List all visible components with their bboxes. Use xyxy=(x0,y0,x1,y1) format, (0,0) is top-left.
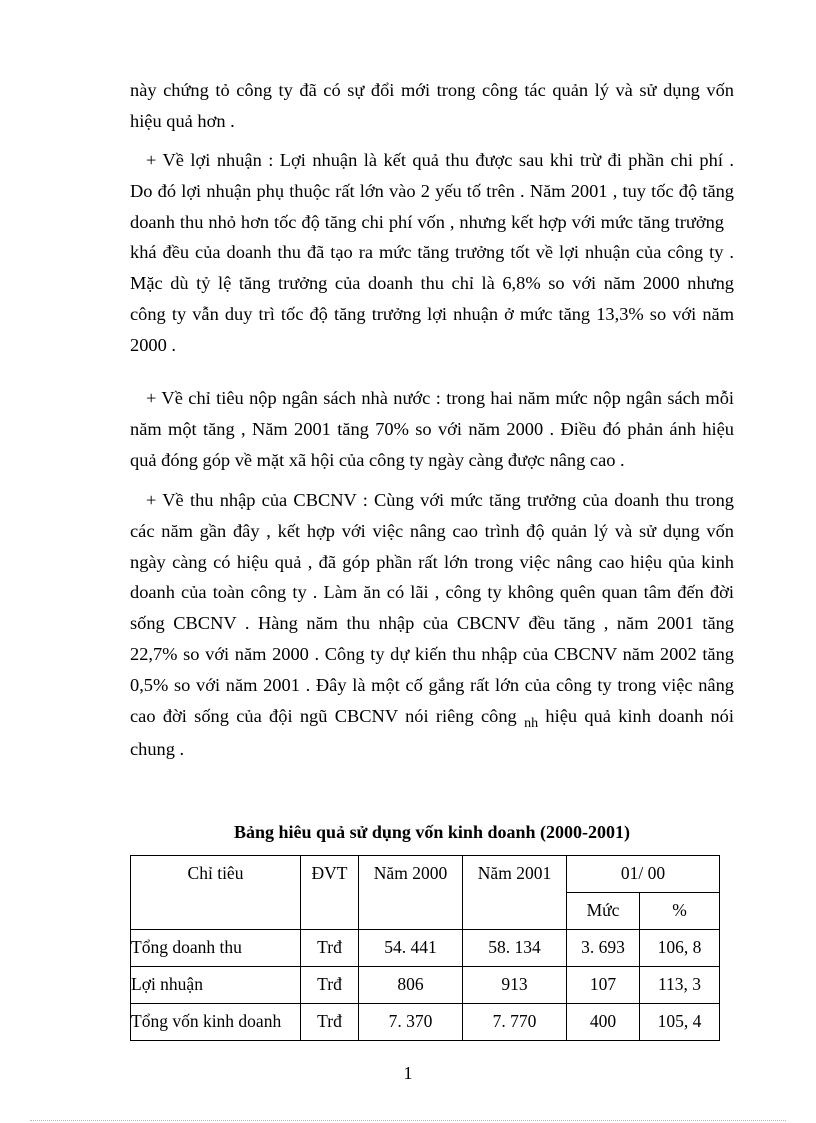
cell-year-2001: 58. 134 xyxy=(463,930,567,967)
cell-unit: Trđ xyxy=(301,930,359,967)
text-line: khá đều của doanh thu đã tạo ra mức tăng trưởng tốt về lợi nhuận của công ty . xyxy=(130,242,734,263)
table-row xyxy=(131,930,720,967)
page-bottom-border xyxy=(30,1120,786,1121)
text-line: các năm gần đây , kết hợp với việc nâng cao trình độ quản lý và sử dụng vốn xyxy=(130,520,734,541)
paragraph-1 xyxy=(130,75,734,137)
text-line: 0,5% so với năm 2001 . Đây là một cố gắng rất lớn của công ty trong việc nâng xyxy=(130,674,734,695)
paragraph-3 xyxy=(130,383,734,475)
cell-year-2000: 806 xyxy=(359,967,463,1004)
cell-percent: 105, 4 xyxy=(640,1004,720,1041)
cell-indicator: Tổng doanh thu xyxy=(131,930,301,967)
header-compare: 01/ 00 xyxy=(567,856,720,893)
table-row xyxy=(131,1004,720,1041)
text-line: này chứng tỏ công ty đã có sự đổi mới trong công tác quản lý và sử dụng vốn xyxy=(130,80,734,100)
table-row xyxy=(131,967,720,1004)
cell-indicator: Tổng vốn kinh doanh xyxy=(131,1004,301,1041)
text-line: năm một tăng , Năm 2001 tăng 70% so với năm 2000 . Điều đó phản ánh hiệu xyxy=(130,418,734,439)
paragraph-4 xyxy=(130,485,734,765)
cell-year-2001: 7. 770 xyxy=(463,1004,567,1041)
text-line: + Về lợi nhuận : Lợi nhuận là kết quả thu được sau khi trừ đi phần chi phí . xyxy=(146,150,734,170)
cell-unit: Trđ xyxy=(301,1004,359,1041)
text-line: doanh của toàn công ty . Làm ăn có lãi , công ty không quên quan tâm đến đời xyxy=(130,582,734,603)
text-line: + Về chỉ tiêu nộp ngân sách nhà nước : trong hai năm mức nộp ngân sách mỗi xyxy=(146,388,734,408)
text-line: hiệu quả hơn . xyxy=(130,110,235,131)
cell-level: 400 xyxy=(567,1004,640,1041)
efficiency-table xyxy=(130,855,720,1041)
text-line: quả đóng góp về mặt xã hội của công ty ngày càng được nâng cao . xyxy=(130,449,625,470)
text-line: ngày càng có hiệu quả , đã góp phần rất lớn trong việc nâng cao hiệu qủa kinh xyxy=(130,551,734,572)
header-percent: % xyxy=(640,893,720,930)
text-line: sống CBCNV . Hàng năm thu nhập của CBCNV đều tăng , năm 2001 tăng xyxy=(130,613,734,634)
text-line: 22,7% so với năm 2000 . Công ty dự kiến thu nhập của CBCNV năm 2002 tăng xyxy=(130,643,734,664)
header-indicator: Chỉ tiêu xyxy=(131,856,301,930)
text-line xyxy=(130,701,734,735)
header-level: Mức xyxy=(567,893,640,930)
header-unit: ĐVT xyxy=(301,856,359,930)
cell-year-2001: 913 xyxy=(463,967,567,1004)
text-line: Do đó lợi nhuận phụ thuộc rất lớn vào 2 yếu tố trên . Năm 2001 , tuy tốc độ tăng xyxy=(130,180,734,201)
table-caption: Bảng hiêu quả sử dụng vốn kinh doanh (2000-2001) xyxy=(234,822,630,842)
table-header-row xyxy=(131,856,720,893)
text-fragment: hiệu quả kinh doanh nói xyxy=(545,705,734,726)
text-line: doanh thu nhỏ hơn tốc độ tăng chi phí vốn , nhưng kết hợp với mức tăng trưởng xyxy=(130,211,724,232)
header-year-2000: Năm 2000 xyxy=(359,856,463,930)
text-line: công ty vẫn duy trì tốc độ tăng trưởng lợi nhuận ở mức tăng 13,3% so với năm xyxy=(130,303,734,324)
cell-percent: 113, 3 xyxy=(640,967,720,1004)
cell-year-2000: 54. 441 xyxy=(359,930,463,967)
cell-indicator: Lợi nhuận xyxy=(131,967,301,1004)
text-line: 2000 . xyxy=(130,334,176,355)
text-line: chung . xyxy=(130,739,185,760)
paragraph-2 xyxy=(130,145,734,361)
cell-year-2000: 7. 370 xyxy=(359,1004,463,1041)
cell-level: 107 xyxy=(567,967,640,1004)
cell-unit: Trđ xyxy=(301,967,359,1004)
cell-percent: 106, 8 xyxy=(640,930,720,967)
text-line: Mặc dù tỷ lệ tăng trưởng của doanh thu chỉ là 6,8% so với năm 2000 nhưng xyxy=(130,273,734,294)
page-number: 1 xyxy=(403,1063,413,1083)
cell-level: 3. 693 xyxy=(567,930,640,967)
subscript-text: nh xyxy=(524,715,539,731)
header-year-2001: Năm 2001 xyxy=(463,856,567,930)
text-line: + Về thu nhập của CBCNV : Cùng với mức tăng trưởng của doanh thu trong xyxy=(146,490,734,510)
text-fragment: cao đời sống của đội ngũ CBCNV nói riêng công xyxy=(130,705,517,726)
